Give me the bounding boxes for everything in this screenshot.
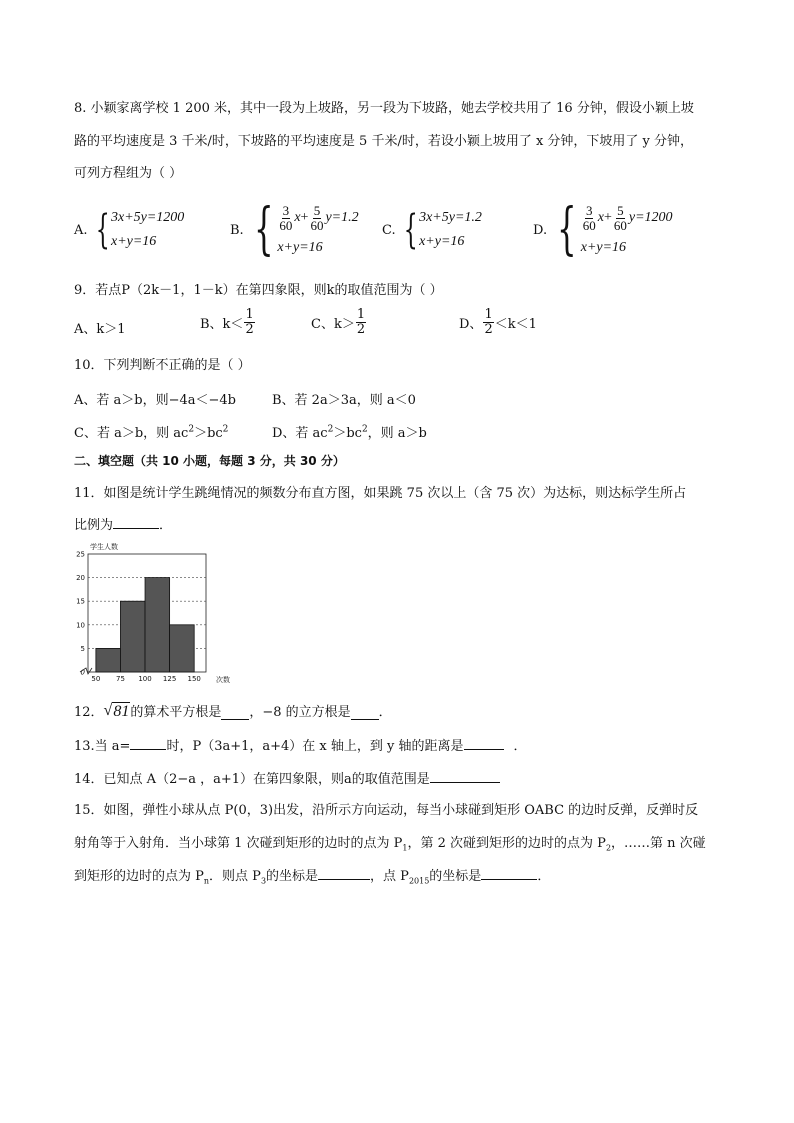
answer-blank[interactable] [430,770,500,783]
q11-text: 比例为 [74,518,114,533]
x-tick-label: 150 [187,675,201,683]
option-text: C、若 a＞b，则 ac [74,426,189,441]
equation: x+y=16 [277,240,323,255]
q8-line-3: 可列方程组为（ ） [74,166,183,181]
fraction-denominator: 60 [310,217,324,233]
x-tick-label: 125 [162,675,177,683]
q13-text: ． [513,739,527,754]
brace-icon: { [557,197,577,262]
fraction-denominator: 60 [582,217,596,233]
q8-line-2: 路的平均速度是 3 千米/时，下坡路的平均速度是 5 千米/时，若设小颖上坡用了 x 分钟，下坡用了 y 分钟， [74,134,694,149]
answer-blank[interactable] [130,737,166,750]
answer-blank[interactable] [351,707,379,720]
equation: $\frac{3}{60}$ x + $\frac{5}{60}$ y=1.2 [279,202,359,233]
option-label: B. [230,222,244,238]
answer-blank[interactable] [481,867,537,880]
q12-text: 12． [74,705,104,720]
equation: 3x+5y=1200 [110,210,185,225]
q15-line-2 [74,835,706,858]
fraction-denominator: 60 [613,217,627,233]
q12-text: 的算术平方根是 [130,705,222,720]
fraction-denominator: 2 [484,322,493,337]
q11-text: ． [159,518,173,533]
equation-rhs: y=1200 [628,210,673,225]
histogram-bar [120,601,145,672]
q10-stem: 10．下列判断不正确的是（ ） [74,358,251,373]
q12-line [74,701,392,720]
q13-text: 13.当 a= [74,739,131,754]
q8-line-1: 8. 小颖家离学校 1 200 米，其中一段为上坡路，另一段为下坡路，她去学校共用了 16 分钟，假设小颖上坡 [74,101,694,116]
brace-icon: { [403,207,418,253]
q13-line [74,737,527,756]
q11-line-1: 11．如图是统计学生跳绳情况的频数分布直方图，如果跳 75 次以上（含 75 次）为达标，则达标学生所占 [74,486,687,501]
subscript: 1 [402,843,408,853]
radical-expression [104,702,131,720]
q15-text: ． [537,869,551,884]
subscript: 2 [605,843,612,853]
q9-option-a: A、k＞1 [74,322,126,337]
q10-option-c [74,422,228,441]
q15-text: ，点 P [370,869,409,884]
section-heading: 二、填空题（共 10 小题，每题 3 分，共 30 分） [74,454,345,468]
q15-text: ．则点 P [209,869,261,884]
q9-stem: 9．若点P（2k－1，1－k）在第四象限，则k的取值范围为（ ） [74,283,443,298]
y-tick-label: 5 [80,644,85,653]
y-tick-label: 15 [76,597,85,606]
exponent: 2 [361,424,368,435]
q8-option-c [382,206,482,254]
brace-icon: { [95,207,110,253]
q10-option-a: A、若 a＞b，则−4a＜−4b [74,393,236,408]
brace-icon: { [253,197,274,262]
q9-option-d [459,308,537,337]
equation: x+y=16 [580,240,627,255]
option-text: B、k＜ [200,317,244,332]
option-label: A. [74,222,88,238]
y-tick-label: 20 [76,574,85,583]
q10-option-b: B、若 2a＞3a，则 a＜0 [272,393,416,408]
answer-blank[interactable] [318,867,370,880]
subscript: 3 [260,876,267,886]
q14-line [74,770,500,789]
answer-blank[interactable] [464,737,504,750]
q9-option-b [200,308,256,337]
x-tick-label: 100 [138,675,152,683]
q15-text: ，第 2 次碰到矩形的边时的点为 P [407,836,606,851]
fraction-numerator: 1 [484,307,493,322]
q15-line-3 [74,867,550,891]
answer-blank[interactable] [221,707,249,720]
q13-text: 时，P（3a+1，a+4）在 x 轴上，到 y 轴的距离是 [166,739,464,754]
fraction-numerator: 1 [356,307,366,322]
fraction-numerator: 1 [245,307,254,322]
y-tick-label: 25 [76,550,85,559]
fraction-numerator: 3 [282,202,290,218]
option-text: C、k＞ [311,317,355,332]
exponent: 2 [222,424,229,435]
equation: $\frac{3}{60}$ x + $\frac{5}{60}$ y=1200 [582,202,673,233]
q15-text: 射角等于入射角．当小球第 1 次碰到矩形的边时的点为 P [74,836,403,851]
x-tick-label: 75 [115,675,125,683]
y-tick-label: 0 [80,668,85,677]
q12-text: ． [378,705,392,720]
y-axis-title: 学生人数 [90,543,118,551]
fraction-numerator: 5 [313,202,321,218]
radicand: 81 [113,703,130,720]
exponent: 2 [188,424,195,435]
histogram-bar [96,648,121,672]
q15-text: 到矩形的边时的点为 P [74,869,204,884]
fraction-denominator: 60 [279,217,293,233]
q15-text: 的坐标是 [429,869,482,884]
q9-option-c [311,308,367,337]
option-text: ，则 a＞b [367,426,427,441]
subscript: n [203,876,210,886]
radical-sign-icon: √ [103,702,113,719]
equation: x+y=16 [419,234,465,249]
option-label: D. [533,222,548,238]
option-text: ＞bc [333,426,362,441]
q12-text: ，−8 的立方根是 [249,705,351,720]
option-text: D、 [459,317,483,332]
fraction-denominator: 2 [245,322,254,337]
histogram-bar [170,625,195,672]
option-label: C. [382,222,396,238]
histogram-bar [145,578,170,672]
x-axis-title: 次数 [216,676,230,684]
fraction-numerator: 3 [585,202,593,218]
q15-line-1: 15．如图，弹性小球从点 P(0，3)出发，沿所示方向运动，每当小球碰到矩形 OABC 的边时反弹，反弹时反 [74,803,699,818]
option-text: ＜k＜1 [494,317,537,332]
q14-text: 14．已知点 A（2−a ，a+1）在第四象限，则a的取值范围是 [74,772,430,787]
y-tick-label: 10 [76,621,85,630]
q15-text: 的坐标是 [266,869,319,884]
equation-rhs: y=1.2 [325,210,359,225]
fraction-denominator: 2 [356,322,366,337]
answer-blank[interactable] [113,516,159,529]
histogram-chart [70,540,240,688]
exponent: 2 [327,424,334,435]
fraction-numerator: 5 [617,202,624,218]
equation: x+y=16 [110,234,157,249]
option-text: ＞bc [194,426,223,441]
q8-option-b [230,197,359,262]
q8-option-a [74,206,184,254]
q10-option-d [272,422,427,441]
q8-option-d [533,197,673,262]
subscript: 2015 [408,876,430,886]
equation: 3x+5y=1.2 [419,210,482,225]
x-tick-label: 50 [91,675,101,683]
q15-text: ，……第 n 次碰 [611,836,706,851]
q11-line-2 [74,516,172,535]
option-text: D、若 ac [272,426,328,441]
